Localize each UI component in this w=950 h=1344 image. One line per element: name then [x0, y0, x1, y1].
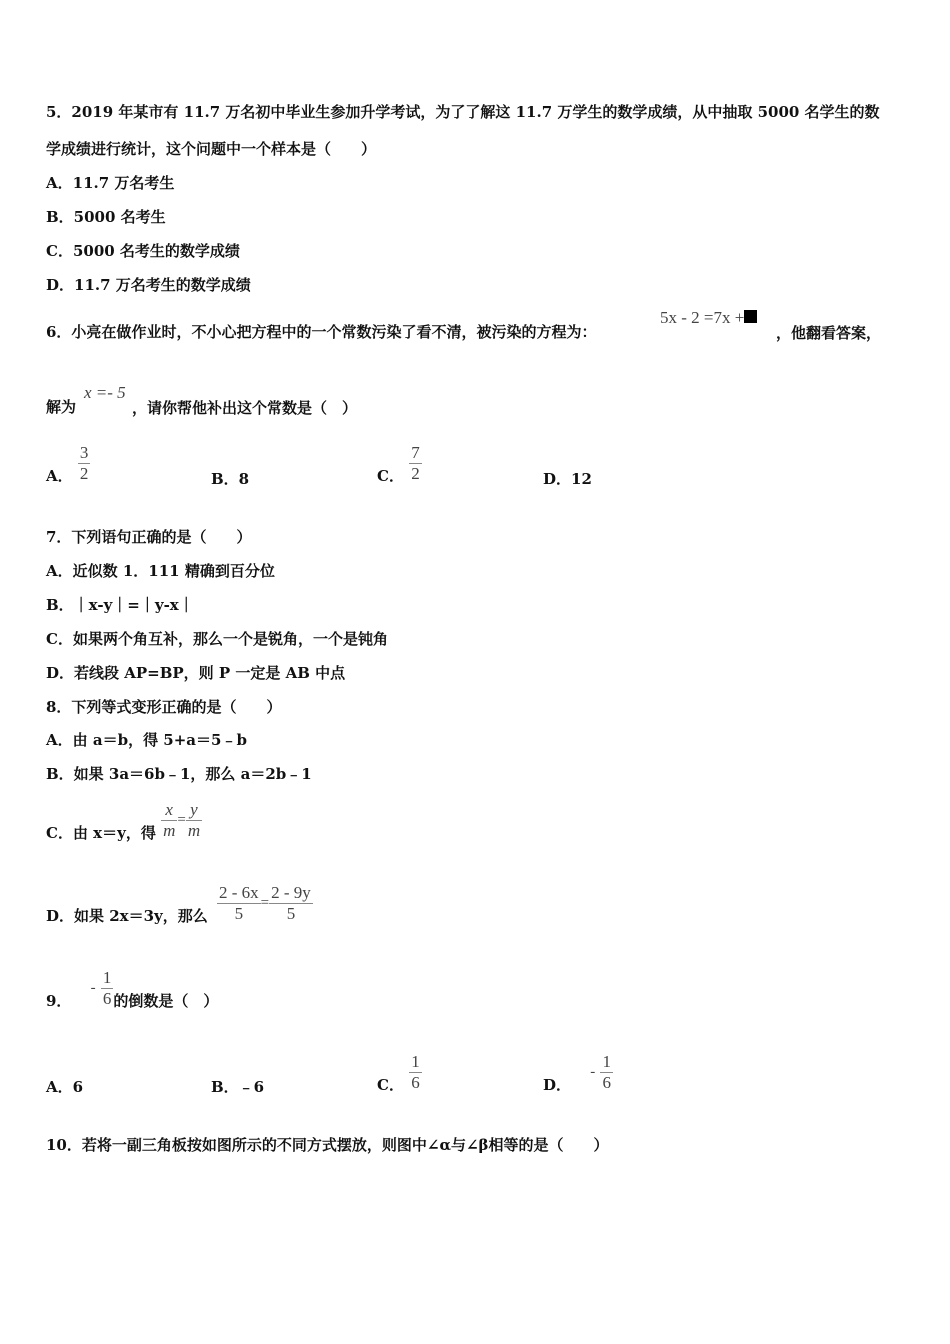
fraction: $\frac{1}{6}$ [411, 1052, 420, 1092]
q9-option-d: D． - $\frac{1}{6}$ [543, 1052, 611, 1094]
q6-text2: ，他翻看答案， [776, 324, 882, 342]
q6-stem-line1 [46, 322, 596, 342]
q7-option-d: D．若线段 AP=BP，则 P 一定是 AB 中点 [46, 664, 346, 682]
fraction: $\frac{3}{2}$ [79, 443, 89, 483]
q9-option-c: C． $\frac{1}{6}$ [377, 1052, 420, 1094]
q8-option-d: D．如果 2x＝3y，那么 $\frac{2 - 6x}{5}$ = $\frac{2 - 9y}{5}$ [46, 883, 311, 925]
q7-option-c: C．如果两个角互补，那么一个是锐角，一个是钝角 [46, 630, 388, 648]
fraction: $\frac{7}{2}$ [411, 443, 420, 483]
q8-option-a: A．由 a＝b，得 5+a＝5﹣b [46, 731, 247, 749]
q6-solution: x =- 5 [84, 383, 126, 402]
q7-stem: 7．下列语句正确的是（ ） [46, 528, 252, 546]
q8-stem: 8．下列等式变形正确的是（ ） [46, 698, 282, 716]
q6-option-d: D．12 [543, 470, 592, 488]
q6-option-c: C． $\frac{7}{2}$ [377, 443, 420, 485]
ink-blot-icon [744, 310, 757, 323]
q8-option-b: B．如果 3a＝6b﹣1，那么 a＝2b﹣1 [46, 765, 312, 783]
q5-stem-line1: 5．2019 年某市有 11.7 万名初中毕业生参加升学考试，为了了解这 11.7 万学生的数学成绩，从中抽取 5000 名学生的数 [46, 103, 880, 121]
q10-stem: 10．若将一副三角板按如图所示的不同方式摆放，则图中∠α与∠β相等的是（ ） [46, 1136, 609, 1154]
fraction: $\frac{x}{m}$ [163, 800, 176, 840]
q7-option-a: A．近似数 1．111 精确到百分位 [46, 562, 275, 580]
q5-option-a: A．11.7 万名考生 [46, 174, 175, 192]
q5-option-c: C．5000 名考生的数学成绩 [46, 242, 240, 260]
q6-text1: 6．小亮在做作业时，不小心把方程中的一个常数污染了看不清，被污染的方程为： [46, 323, 597, 341]
fraction: $\frac{2 - 9y}{5}$ [271, 883, 311, 923]
fraction: $\frac{2 - 6x}{5}$ [219, 883, 259, 923]
fraction: $\frac{1}{6}$ [102, 968, 112, 1008]
q6-equation: 5x - 2 =7x + [660, 308, 757, 328]
q6-option-b: B．8 [211, 470, 250, 488]
fraction: $\frac{1}{6}$ [602, 1052, 611, 1092]
q6-option-a: A． $\frac{3}{2}$ [46, 443, 89, 485]
q5-option-d: D．11.7 万名考生的数学成绩 [46, 276, 251, 294]
q7-option-b: B．｜x-y｜=｜y-x｜ [46, 596, 194, 614]
q6-text3: 解为 [46, 398, 77, 416]
q9-option-b: B．﹣6 [211, 1078, 265, 1096]
q9-option-a: A．6 [46, 1078, 84, 1096]
q5-option-b: B．5000 名考生 [46, 208, 166, 226]
q8-option-c: C．由 x＝y，得 $\frac{x}{m}$ = $\frac{y}{m}$ [46, 800, 201, 842]
q5-stem-line2: 学成绩进行统计，这个问题中一个样本是（ ） [46, 140, 377, 158]
fraction: $\frac{y}{m}$ [187, 800, 201, 840]
q9-stem: 9． - $\frac{1}{6}$ 的倒数是（ ） [46, 968, 219, 1010]
q6-text4: ，请你帮他补出这个常数是（ ） [132, 399, 358, 417]
